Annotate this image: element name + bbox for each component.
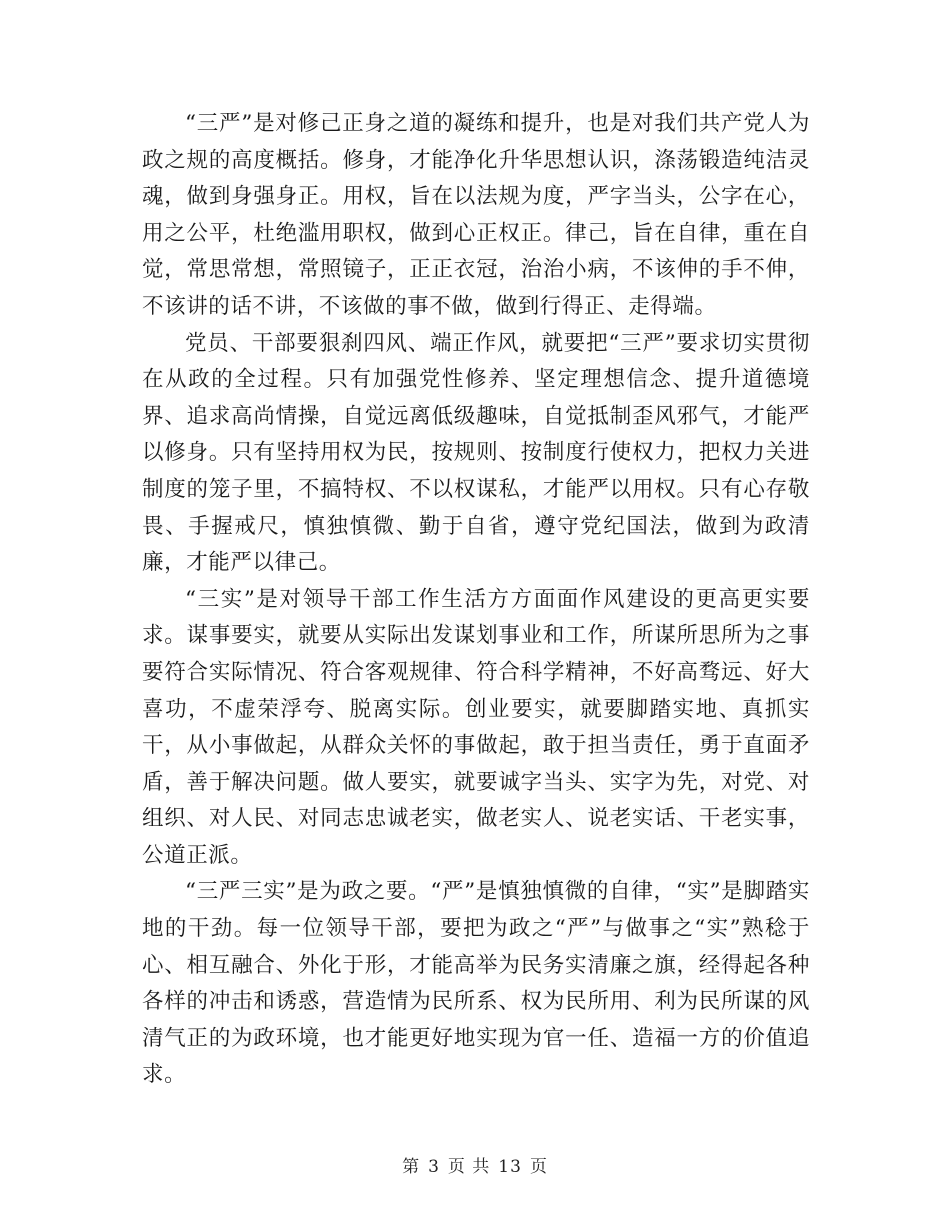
paragraph-2: 党员、干部要狠刹四风、端正作风，就要把“三严”要求切实贯彻在从政的全过程。只有加强党性修养、坚定理想信念、提升道德境界、追求高尚情操，自觉远离低级趣味，自觉抵制歪风邪气，才能严以修身。只有坚持用权为民，按规则、按制度行使权力，把权力关进制度的笼子里，不搞特权、不以权谋私，才能严以用权。只有心存敬畏、手握戒尺，慎独慎微、勤于自省，遵守党纪国法，做到为政清廉，才能严以律己。 [142,330,810,576]
footer-total-pages: 13 [498,1157,522,1177]
document-body [142,106,810,1094]
paragraph-1: “三严”是对修己正身之道的凝练和提升，也是对我们共产党人为政之规的高度概括。修身，才能净化升华思想认识，涤荡锻造纯洁灵魂，做到身强身正。用权，旨在以法规为度，严字当头，公字在心，用之公平，杜绝滥用职权，做到心正权正。律己，旨在自律，重在自觉，常思常想，常照镜子，正正衣冠，治治小病，不该伸的手不伸，不该讲的话不讲，不该做的事不做，做到行得正、走得端。 [142,111,810,319]
footer-middle: 页 共 [447,1157,491,1177]
footer-prefix: 第 [402,1157,421,1177]
paragraph-3: “三实”是对领导干部工作生活方方面面作风建设的更高更实要求。谋事要实，就要从实际出发谋划事业和工作，所谋所思所为之事要符合实际情况、符合客观规律、符合科学精神，不好高骛远、好大喜功，不虚荣浮夸、脱离实际。创业要实，就要脚踏实地、真抓实干，从小事做起，从群众关怀的事做起，敢于担当责任，勇于直面矛盾，善于解决问题。做人要实，就要诚字当头、实字为先，对党、对组织、对人民、对同志忠诚老实，做老实人、说老实话、干老实事，公道正派。 [142,586,810,868]
paragraph-4: “三严三实”是为政之要。“严”是慎独慎微的自律，“实”是脚踏实地的干劲。每一位领导干部，要把为政之“严”与做事之“实”熟稔于心、相互融合、外化于形，才能高举为民务实清廉之旗，经得起各种各样的冲击和诱惑，营造情为民所系、权为民所用、利为民所谋的风清气正的为政环境，也才能更好地实现为官一任、造福一方的价值追求。 [142,879,810,1088]
footer-suffix: 页 [529,1157,548,1177]
footer-page-number: 3 [428,1157,440,1177]
page-footer [0,1152,950,1177]
